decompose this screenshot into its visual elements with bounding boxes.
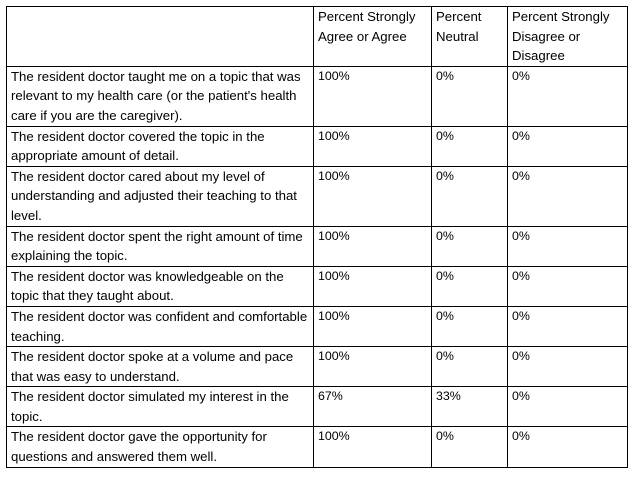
table-row: [7, 306, 628, 346]
disagree-cell: 0%: [508, 66, 628, 126]
agree-cell: 100%: [314, 66, 432, 126]
table-row: [7, 126, 628, 166]
disagree-cell: 0%: [508, 427, 628, 467]
disagree-cell: 0%: [508, 347, 628, 387]
agree-cell: 100%: [314, 427, 432, 467]
statement-cell: The resident doctor was confident and comfortable teaching.: [7, 306, 314, 346]
statement-cell: The resident doctor cared about my level of understanding and adjusted their teaching to that level.: [7, 166, 314, 226]
neutral-cell: 0%: [432, 126, 508, 166]
statement-cell: The resident doctor taught me on a topic that was relevant to my health care (or the patient's health care if you are the caregiver).: [7, 66, 314, 126]
statement-cell: The resident doctor spoke at a volume and pace that was easy to understand.: [7, 347, 314, 387]
table-row: [7, 66, 628, 126]
survey-results-table: [6, 6, 628, 468]
neutral-cell: 0%: [432, 347, 508, 387]
neutral-cell: 0%: [432, 226, 508, 266]
neutral-cell: 0%: [432, 266, 508, 306]
disagree-cell: 0%: [508, 266, 628, 306]
neutral-cell: 0%: [432, 427, 508, 467]
statement-cell: The resident doctor covered the topic in the appropriate amount of detail.: [7, 126, 314, 166]
header-agree: Percent Strongly Agree or Agree: [314, 7, 432, 67]
header-statement: [7, 7, 314, 67]
disagree-cell: 0%: [508, 226, 628, 266]
disagree-cell: 0%: [508, 166, 628, 226]
agree-cell: 100%: [314, 166, 432, 226]
agree-cell: 100%: [314, 266, 432, 306]
neutral-cell: 0%: [432, 306, 508, 346]
table-row: [7, 347, 628, 387]
neutral-cell: 33%: [432, 387, 508, 427]
agree-cell: 100%: [314, 226, 432, 266]
disagree-cell: 0%: [508, 306, 628, 346]
agree-cell: 100%: [314, 126, 432, 166]
agree-cell: 100%: [314, 306, 432, 346]
neutral-cell: 0%: [432, 66, 508, 126]
agree-cell: 100%: [314, 347, 432, 387]
header-disagree: Percent Strongly Disagree or Disagree: [508, 7, 628, 67]
table-row: [7, 266, 628, 306]
neutral-cell: 0%: [432, 166, 508, 226]
header-neutral: Percent Neutral: [432, 7, 508, 67]
table-row: [7, 226, 628, 266]
disagree-cell: 0%: [508, 126, 628, 166]
statement-cell: The resident doctor was knowledgeable on the topic that they taught about.: [7, 266, 314, 306]
table-row: [7, 387, 628, 427]
statement-cell: The resident doctor simulated my interest in the topic.: [7, 387, 314, 427]
statement-cell: The resident doctor gave the opportunity for questions and answered them well.: [7, 427, 314, 467]
header-row: [7, 7, 628, 67]
table-row: [7, 427, 628, 467]
disagree-cell: 0%: [508, 387, 628, 427]
statement-cell: The resident doctor spent the right amount of time explaining the topic.: [7, 226, 314, 266]
agree-cell: 67%: [314, 387, 432, 427]
table-row: [7, 166, 628, 226]
